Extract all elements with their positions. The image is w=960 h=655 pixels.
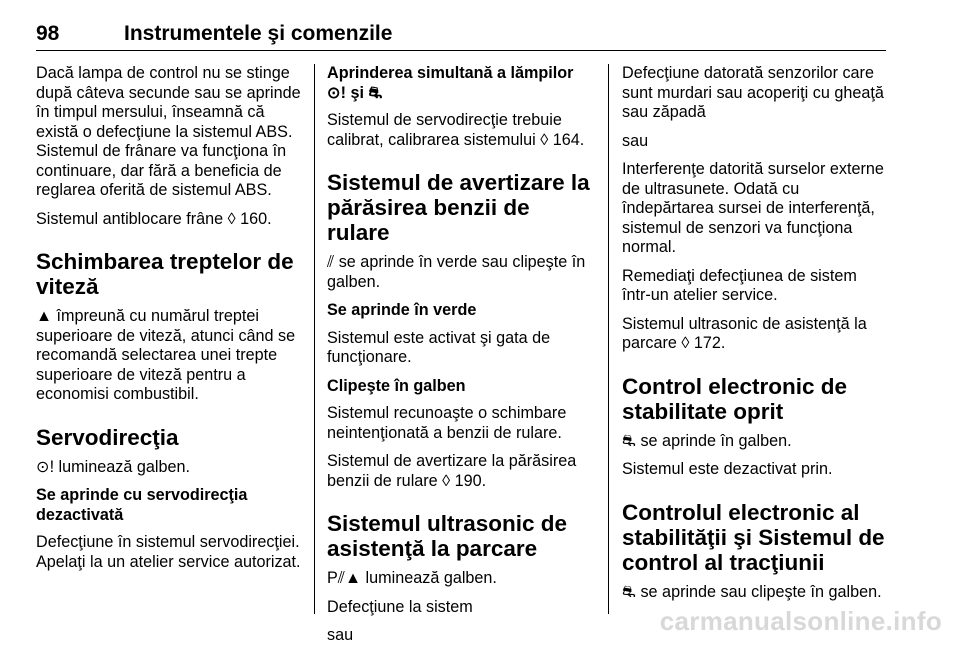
esc-tc-heading: Controlul electronic al stabilităţii şi Sistemul de control al tracţiunii xyxy=(622,499,885,575)
column-1 xyxy=(36,64,304,581)
power-steering-paragraph: ⊙! luminează galben. xyxy=(36,457,190,476)
green-subheading: Se aprinde în verde xyxy=(327,301,477,319)
lane-departure-paragraph: ⫽ se aprinde în verde sau clipeşte în galben. xyxy=(327,253,586,291)
esc-tc-paragraph: ⛐ se aprinde sau clipeşte în galben. xyxy=(622,582,882,601)
yellow-subheading: Clipeşte în galben xyxy=(327,376,466,395)
page-header xyxy=(36,18,886,51)
parking-assist-heading: Sistemul ultrasonic de asistenţă la parcare xyxy=(327,511,568,561)
lane-departure-heading: Sistemul de avertizare la părăsirea benzii de rulare xyxy=(327,170,590,245)
or-paragraph: sau xyxy=(622,131,649,150)
esc-off-paragraph: ⛐ se aprinde în galben. xyxy=(622,431,792,450)
simultaneous-lamps-subheading: Aprinderea simultană a lămpilor ⊙! şi ⛐ xyxy=(327,64,574,102)
column-divider-2 xyxy=(608,64,609,614)
page-title: Instrumentele şi comenzile xyxy=(124,22,393,45)
abs-warning-paragraph: Dacă lampa de control nu se stinge după câteva secunde sau se aprinde în timpul mersului, înseamnă că există o defecţiune la sistemul ABS. Sistemul de frânare va funcţiona în continuare, dar fără a beneficia de reglarea oferită de sistemul ABS. xyxy=(36,64,301,199)
calibration-paragraph: Sistemul de servodirecţie trebuie calibrat, calibrarea sistemului ◊ 164. xyxy=(327,111,585,149)
yellow-paragraph-1: Sistemul recunoaşte o schimbare neintenţionată a benzii de rulare. xyxy=(327,404,567,442)
page-number: 98 xyxy=(36,22,60,45)
parking-reference: Sistemul ultrasonic de asistenţă la parcare ◊ 172. xyxy=(622,314,867,352)
parking-or-paragraph: sau xyxy=(327,626,354,644)
steering-off-subheading: Se aprinde cu servodirecţia dezactivată xyxy=(36,486,248,524)
sensor-dirty-paragraph: Defecţiune datorată senzorilor care sunt murdari sau acoperiţi cu gheaţă sau zăpadă xyxy=(622,64,884,121)
column-2 xyxy=(327,64,595,655)
interference-paragraph: Interferenţe datorită surselor externe de ultrasunete. Odată cu îndepărtarea sursei de interferenţă, sistemul de senzori va funcţiona normal. xyxy=(622,160,884,256)
parking-assist-paragraph: P⫽▲ luminează galben. xyxy=(327,569,497,587)
gear-shift-paragraph: ▲ împreună cu numărul treptei superioare de viteză, atunci când se recomandă selectarea unei trepte superioare de viteză pentru a economisi combustibil. xyxy=(36,307,296,403)
abs-reference: Sistemul antiblocare frâne ◊ 160. xyxy=(36,209,272,228)
repair-paragraph: Remediaţi defecţiunea de sistem într-un atelier service. xyxy=(622,266,857,304)
column-divider-1 xyxy=(314,64,315,614)
power-steering-heading: Servodirecţia xyxy=(36,424,179,450)
yellow-paragraph-2: Sistemul de avertizare la părăsirea benzii de rulare ◊ 190. xyxy=(327,452,577,490)
steering-fault-paragraph: Defecţiune în sistemul servodirecţiei. Apelaţi la un atelier service autorizat. xyxy=(36,533,301,571)
parking-fault-paragraph: Defecţiune la sistem xyxy=(327,597,473,616)
column-3 xyxy=(622,64,890,611)
watermark: carmanualsonline.info xyxy=(659,606,942,636)
green-paragraph: Sistemul este activat şi gata de funcţionare. xyxy=(327,328,551,366)
gear-shift-heading: Schimbarea treptelor de viteză xyxy=(36,249,294,299)
esc-disabled-paragraph: Sistemul este dezactivat prin. xyxy=(622,460,833,478)
esc-off-heading: Control electronic de stabilitate oprit xyxy=(622,373,848,424)
